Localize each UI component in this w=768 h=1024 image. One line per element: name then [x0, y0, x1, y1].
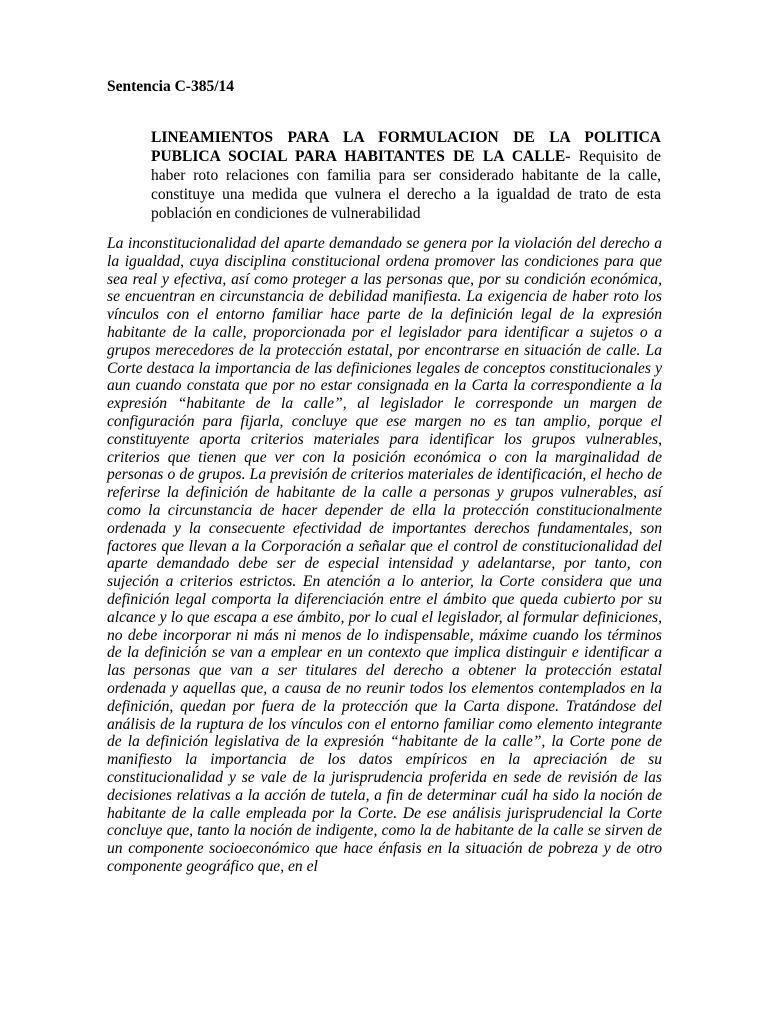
summary-heading: LINEAMIENTOS PARA LA FORMULACION DE LA POLITICA PUBLICA SOCIAL PARA HABITANTES DE LA CALLE- [151, 129, 661, 165]
body-paragraph: La inconstitucionalidad del aparte demandado se genera por la violación del derecho a la igualdad, cuya disciplina constitucional ordena promover las condiciones para que sea real y efectiva, así como proteger a las personas que, por su condición económica, se encuentran en circunstancia de debilidad manifiesta. La exigencia de haber roto los vínculos con el entorno familiar hace parte de la definición legal de la expresión habitante de la calle, proporcionada por el legislador para identificar a sujetos o a grupos merecedores de la protección estatal, por encontrarse en situación de calle. La Corte destaca la importancia de las definiciones legales de conceptos constitucionales y aun cuando constata que por no estar consignada en la Carta la correspondiente a la expresión “habitante de la calle”, al legislador le corresponde un margen de configuración para fijarla, concluye que ese margen no es tan amplio, porque el constituyente aporta criterios materiales para identificar los grupos vulnerables, criterios que tienen que ver con la posición económica o con la marginalidad de personas o de grupos. La previsión de criterios materiales de identificación, el hecho de referirse la definición de habitante de la calle a personas y grupos vulnerables, así como la circunstancia de hacer depender de ella la protección constitucionalmente ordenada y la consecuente efectividad de importantes derechos fundamentales, son factores que llevan a la Corporación a señalar que el control de constitucionalidad del aparte demandado debe ser de especial intensidad y adelantarse, por tanto, con sujeción a criterios estrictos. En atención a lo anterior, la Corte considera que una definición legal comporta la diferenciación entre el ámbito que queda cubierto por su alcance y lo que escapa a ese ámbito, por lo cual el legislador, al formular definiciones, no debe incorporar ni más ni menos de lo indispensable, máxime cuando los términos de la definición se van a emplear en un contexto que implica distinguir e identificar a las personas que van a ser titulares del derecho a obtener la protección estatal ordenada y aquellas que, a causa de no reunir todos los elementos contemplados en la definición, quedan por fuera de la protección que la Carta dispone. Tratándose del análisis de la ruptura de los vínculos con el entorno familiar como elemento integrante de la definición legislativa de la expresión “habitante de la calle”, la Corte pone de manifiesto la importancia de los datos empíricos en la apreciación de su constitucionalidad y se vale de la jurisprudencia proferida en sede de revisión de las decisiones relativas a la acción de tutela, a fin de determinar cuál ha sido la noción de habitante de la calle empleada por la Corte. De ese análisis jurisprudencial la Corte concluye que, tanto la noción de indigente, como la de habitante de la calle se sirven de un componente socioeconómico que hace énfasis en la situación de pobreza y de otro componente geográfico que, en el [107, 235, 662, 875]
case-title: Sentencia C-385/14 [107, 78, 235, 95]
summary-text: Requisito de haber roto relaciones con familia para ser considerado habitante de la calle, constituye una medida que vulnera el derecho a la igualdad de trato de esta población en condiciones de vulnerabilidad [151, 148, 662, 222]
summary-block [151, 128, 661, 223]
